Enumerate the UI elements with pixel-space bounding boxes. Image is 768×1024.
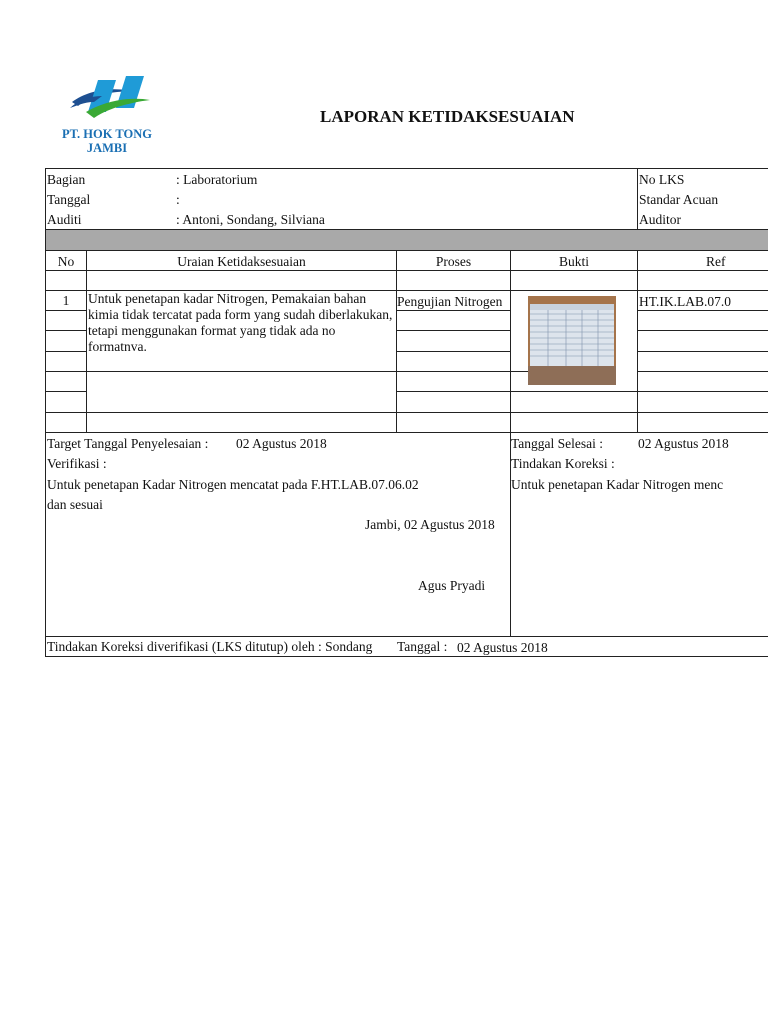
header-proses: Proses xyxy=(435,254,472,269)
border-line xyxy=(637,371,768,372)
header-no: No xyxy=(57,254,75,269)
border-line xyxy=(45,432,768,433)
target-label: Target Tanggal Penyelesaian : xyxy=(47,436,209,451)
row-no: 1 xyxy=(62,293,70,308)
border-line xyxy=(637,168,638,229)
standar-acuan-label: Standar Acuan xyxy=(639,192,719,207)
auditi-value: : Antoni, Sondang, Silviana xyxy=(176,212,325,227)
border-line xyxy=(45,250,768,251)
row-ref: HT.IK.LAB.07.0 xyxy=(639,294,731,309)
verifikasi-label: Verifikasi : xyxy=(47,456,107,471)
border-line xyxy=(396,351,510,352)
company-name-line2: JAMBI xyxy=(86,141,128,155)
border-line xyxy=(45,412,768,413)
border-line xyxy=(396,250,397,432)
border-line xyxy=(45,656,768,657)
auditi-label: Auditi xyxy=(47,212,82,227)
border-line xyxy=(637,250,638,432)
verified-by-text: Tindakan Koreksi diverifikasi (LKS ditutup) oleh : Sondang xyxy=(47,639,373,654)
company-name-line1: PT. HOK TONG xyxy=(62,127,152,141)
border-line xyxy=(45,168,768,169)
border-line xyxy=(637,351,768,352)
row-proses: Pengujian Nitrogen xyxy=(397,294,503,309)
bagian-label: Bagian xyxy=(47,172,86,187)
border-line xyxy=(45,270,768,271)
footer-tanggal-label: Tanggal : xyxy=(397,639,448,654)
section-divider-band xyxy=(45,229,768,250)
border-line xyxy=(637,310,768,311)
target-value: 02 Agustus 2018 xyxy=(236,436,327,451)
tanggal-value: : xyxy=(176,192,180,207)
border-line xyxy=(396,330,510,331)
footer-tanggal-value: 02 Agustus 2018 xyxy=(457,640,548,655)
tanggal-label: Tanggal xyxy=(47,192,91,207)
selesai-label: Tanggal Selesai : xyxy=(511,436,604,451)
row-uraian: Untuk penetapan kadar Nitrogen, Pemakaian bahan kimia tidak tercatat pada form yang sudah diberlakukan, tetapi menggunakan format yang tidak ada no formatnva. xyxy=(88,291,393,354)
border-line xyxy=(45,351,86,352)
evidence-photo xyxy=(528,296,616,385)
page-title: LAPORAN KETIDAKSESUAIAN xyxy=(320,107,575,126)
verifikasi-text-line1: Untuk penetapan Kadar Nitrogen mencatat pada F.HT.LAB.07.06.02 xyxy=(47,477,419,492)
border-line xyxy=(45,371,528,372)
header-ref: Ref xyxy=(706,254,726,269)
header-bukti: Bukti xyxy=(558,254,589,269)
border-line xyxy=(45,229,768,230)
border-line xyxy=(396,391,768,392)
tindakan-text: Untuk penetapan Kadar Nitrogen menc xyxy=(511,477,724,492)
border-line xyxy=(45,636,768,637)
selesai-value: 02 Agustus 2018 xyxy=(638,436,729,451)
header-uraian: Uraian Ketidaksesuaian xyxy=(177,254,306,269)
no-lks-label: No LKS xyxy=(639,172,685,187)
border-line xyxy=(45,168,46,657)
border-line xyxy=(637,330,768,331)
border-line xyxy=(45,330,86,331)
auditor-label: Auditor xyxy=(639,212,681,227)
border-line xyxy=(396,310,510,311)
tindakan-label: Tindakan Koreksi : xyxy=(511,456,615,471)
border-line xyxy=(45,391,86,392)
signer-name: Agus Pryadi xyxy=(418,578,486,593)
bagian-value: : Laboratorium xyxy=(176,172,258,187)
border-line xyxy=(86,250,87,432)
border-line xyxy=(45,310,86,311)
verifikasi-text-line2: dan sesuai xyxy=(47,497,103,512)
place-date: Jambi, 02 Agustus 2018 xyxy=(365,517,495,532)
